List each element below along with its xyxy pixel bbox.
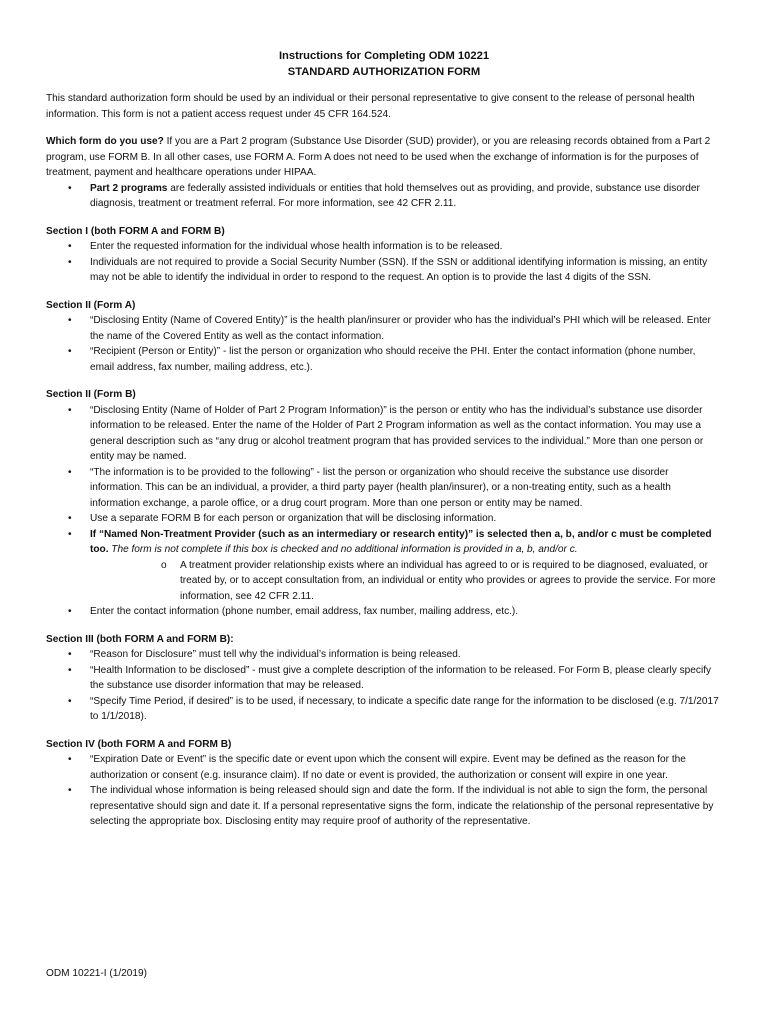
section-4-list	[46, 752, 722, 830]
bullet-icon: •	[68, 256, 72, 268]
title-line-1: Instructions for Completing ODM 10221	[278, 50, 490, 62]
document-title	[46, 48, 722, 80]
sub-list-item	[90, 558, 722, 605]
bullet-icon: •	[68, 404, 72, 416]
which-form-paragraph	[46, 134, 722, 181]
list-item-text: Enter the contact information (phone number, email address, fax number, mailing address, etc.).	[90, 606, 519, 617]
section-2a-heading: Section II (Form A)	[46, 299, 136, 311]
list-item	[46, 527, 722, 605]
list-item	[46, 465, 722, 512]
list-item	[46, 604, 722, 620]
non-treatment-provider-italic: The form is not complete if this box is checked and no additional information is provided in a, b, and/or c.	[108, 544, 578, 555]
which-form-list	[46, 181, 722, 212]
list-item	[46, 239, 722, 255]
bullet-icon: •	[68, 315, 72, 326]
bullet-icon: •	[68, 528, 72, 540]
list-item-text: Enter the requested information for the individual whose health information is to be released.	[90, 241, 503, 252]
bullet-icon: •	[68, 513, 72, 524]
list-item	[46, 694, 722, 725]
non-treatment-provider-bold: If “Named Non-Treatment Provider (such as an intermediary or research entity)” is selected then a, b, and/or c must be completed too.	[90, 528, 712, 555]
list-item	[46, 181, 722, 212]
part2-text: are federally assisted individuals or entities that hold themselves out as providing, and provide, substance use disorder diagnosis, treatment or treatment referral. For more information, see 42 CFR 2.11.	[90, 182, 700, 209]
bullet-icon: •	[68, 754, 72, 765]
title-line-2: STANDARD AUTHORIZATION FORM	[287, 66, 481, 78]
bullet-icon: •	[68, 466, 72, 478]
which-form-text: If you are a Part 2 program (Substance Use Disorder (SUD) provider), or you are releasing records obtained from a Part 2 program, use FORM B. In all other cases, use FORM A. Form A does not need to be used when the exchange of information is for the purposes of treatment, payment and healthcare operations under HIPAA.	[46, 136, 711, 178]
list-item	[46, 663, 722, 694]
bullet-icon: •	[68, 695, 72, 707]
bullet-icon: •	[68, 664, 72, 676]
list-item	[46, 647, 722, 663]
list-item	[46, 255, 722, 286]
sub-list	[90, 558, 722, 605]
list-item	[46, 511, 722, 527]
intro-paragraph: This standard authorization form should be used by an individual or their personal representative to give consent to the release of personal health information. This form is not a patient access request under 45 CFR 164.524.	[46, 93, 695, 120]
list-item-text: “Reason for Disclosure” must tell why the individual’s information is being released.	[90, 649, 461, 660]
list-item-text: “Specify Time Period, if desired” is to be used, if necessary, to indicate a specific date range for the information to be disclosed (e.g. 7/1/2017 to 1/1/2018).	[90, 695, 719, 722]
list-item-text: “Disclosing Entity (Name of Holder of Part 2 Program Information)” is the person or entity who has the individual’s substance use disorder information to be released. Enter the name of the Holder of Part 2 Program information as well as the contact information. You may use a general description such as “any drug or alcohol treatment program that has provided services to the individual.” More than one person or entity may be named.	[90, 404, 704, 462]
bullet-icon: •	[68, 649, 72, 660]
list-item-text: “Health Information to be disclosed” - must give a complete description of the information to be released. For Form B, please clearly specify the substance use disorder information that may be released.	[90, 664, 712, 691]
list-item-text: Use a separate FORM B for each person or organization that will be disclosing information.	[90, 513, 497, 524]
list-item-text: “The information is to be provided to the following” - list the person or organization who should receive the substance use disorder information. This can be an individual, a provider, a third party payer (health plan/insurer), or a non-treating entity, such as a health information exchange, a parole office, or a drug court program. More than one person or entity may be named.	[90, 466, 671, 509]
bullet-icon: •	[68, 182, 72, 194]
bullet-icon: •	[68, 241, 72, 252]
list-item	[46, 403, 722, 465]
list-item	[46, 344, 722, 375]
circle-bullet-icon: o	[161, 559, 167, 571]
list-item-text: “Recipient (Person or Entity)” - list the person or organization who should receive the PHI. Enter the contact information (phone number, email address, fax number, mailing address, etc.).	[90, 346, 696, 373]
list-item-text: “Disclosing Entity (Name of Covered Entity)” is the health plan/insurer or provider who has the individual’s PHI which will be released. Enter the name of the Covered Entity as well as the contact information.	[90, 315, 711, 342]
bullet-icon: •	[68, 346, 72, 357]
section-2b-heading: Section II (Form B)	[46, 389, 136, 400]
section-3-list	[46, 647, 722, 725]
section-3-heading: Section III (both FORM A and FORM B):	[46, 633, 234, 645]
section-1-list	[46, 239, 722, 286]
list-item-text: The individual whose information is being released should sign and date the form. If the individual is not able to sign the form, the personal representative should sign and date it. If a personal representative signs the form, indicate the relationship of the personal representative by selecting the appropriate box. Disclosing entity may require proof of authority of the representative.	[90, 785, 714, 827]
list-item	[46, 783, 722, 830]
which-form-lead: Which form do you use?	[46, 136, 164, 147]
bullet-icon: •	[68, 785, 72, 796]
sub-list-item-text: A treatment provider relationship exists where an individual has agreed to or is required to be diagnosed, evaluated, or treated by, or to accept consultation from, an individual or entity who provides or agrees to provide the service. For more information, see 42 CFR 2.11.	[180, 559, 716, 602]
list-item	[46, 752, 722, 783]
section-1-heading: Section I (both FORM A and FORM B)	[46, 225, 225, 237]
list-item-text: Individuals are not required to provide a Social Security Number (SSN). If the SSN or additional identifying information is missing, an entity may not be able to identify the individual in order to respond to the request. An option is to provide the last 4 digits of the SSN.	[90, 256, 708, 283]
list-item	[46, 313, 722, 344]
list-item-text: “Expiration Date or Event” is the specific date or event upon which the consent will expire. Event may be defined as the reason for the authorization or consent (e.g. insurance claim). If no date or event is provided, the authorization or consent will expire in one year.	[90, 754, 686, 781]
section-4-heading: Section IV (both FORM A and FORM B)	[46, 738, 232, 750]
bullet-icon: •	[68, 606, 72, 617]
form-footer-id: ODM 10221-I (1/2019)	[46, 968, 147, 979]
section-2a-list	[46, 313, 722, 375]
part2-lead: Part 2 programs	[90, 182, 168, 194]
section-2b-list	[46, 403, 722, 620]
